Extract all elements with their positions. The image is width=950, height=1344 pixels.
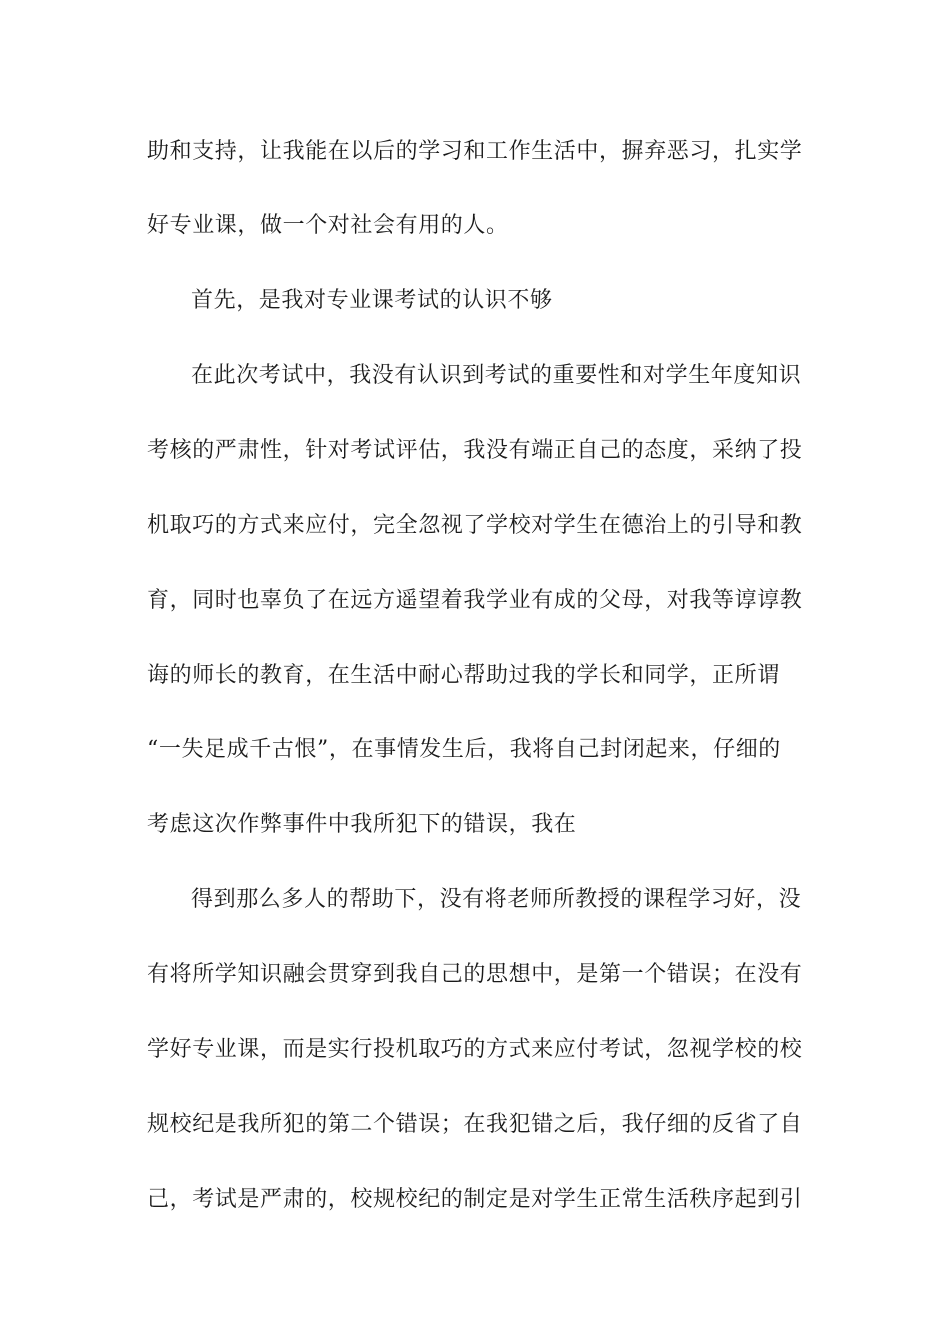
- text-line: 助和支持，让我能在以后的学习和工作生活中，摒弃恶习，扎实学: [147, 139, 803, 164]
- text-line: 己，考试是严肃的，校规校纪的制定是对学生正常生活秩序起到引: [147, 1187, 803, 1212]
- text-line: 考虑这次作弊事件中我所犯下的错误，我在: [147, 812, 577, 837]
- text-line: 规校纪是我所犯的第二个错误；在我犯错之后，我仔细的反省了自: [147, 1112, 803, 1137]
- text-line: 育，同时也辜负了在远方遥望着我学业有成的父母，对我等谆谆教: [147, 588, 803, 613]
- paragraph-first-line: 得到那么多人的帮助下，没有将老师所教授的课程学习好，没: [191, 887, 802, 912]
- text-line: 机取巧的方式来应付，完全忽视了学校对学生在德治上的引导和教: [147, 513, 803, 538]
- text-line: “一失足成千古恨”，在事情发生后，我将自己封闭起来，仔细的: [147, 737, 781, 762]
- text-line: 诲的师长的教育，在生活中耐心帮助过我的学长和同学，正所谓: [147, 663, 780, 688]
- text-line: 考核的严肃性，针对考试评估，我没有端正自己的态度，采纳了投: [147, 438, 803, 463]
- text-line: 学好专业课，而是实行投机取巧的方式来应付考试，忽视学校的校: [147, 1037, 803, 1062]
- text-line: 好专业课，做一个对社会有用的人。: [147, 213, 509, 238]
- text-line: 有将所学知识融会贯穿到我自己的思想中，是第一个错误；在没有: [147, 962, 803, 987]
- paragraph-first-line: 在此次考试中，我没有认识到考试的重要性和对学生年度知识: [191, 363, 802, 388]
- section-heading: 首先，是我对专业课考试的认识不够: [191, 288, 553, 313]
